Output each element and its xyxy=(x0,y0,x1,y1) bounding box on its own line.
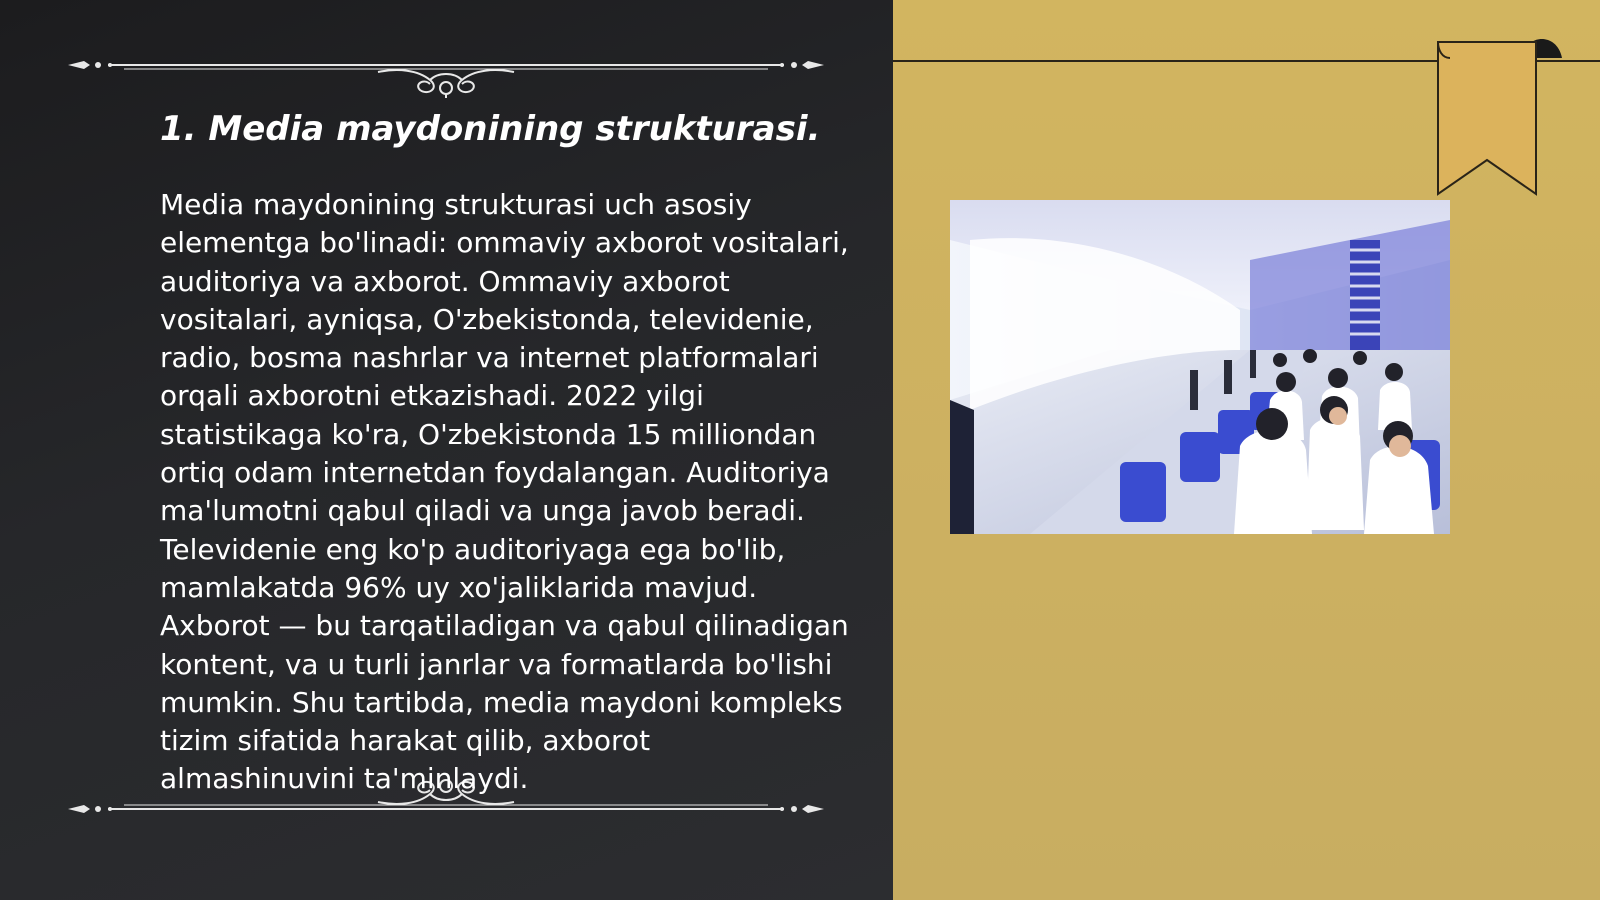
slide-body-text: Media maydonining strukturasi uch asosiy elementga bo'linadi: ommaviy axborot vositalari, auditoriya va axborot. Ommaviy axborot vositalari, ayniqsa, O'zbekistonda, televidenie, radio, bosma nashrlar va internet platformalari orqali axborotni etkazishadi. 2022 yilgi statistikaga ko'ra, O'zbekistonda 15 milliondan ortiq odam internetdan foydalangan. Auditoriya ma'lumotni qabul qiladi va unga javob beradi. Televidenie eng ko'p auditoriyaga ega bo'lib, mamlakatda 96% uy xo'jaliklarida mavjud. Axborot — bu tarqatiladigan va qabul qilinadigan kontent, va u turli janrlar va formatlarda bo'lishi mumkin. Shu tartibda, media maydoni kompleks tizim sifatida harakat qilib, axborot almashinuvini ta'minlaydi. xyxy=(160,188,849,796)
classroom-photo xyxy=(950,200,1450,534)
top-ornament-divider-icon xyxy=(68,48,824,98)
bookmark-ribbon-icon xyxy=(1436,36,1564,198)
slide-title: 1. Media maydonining strukturasi. xyxy=(160,109,821,149)
